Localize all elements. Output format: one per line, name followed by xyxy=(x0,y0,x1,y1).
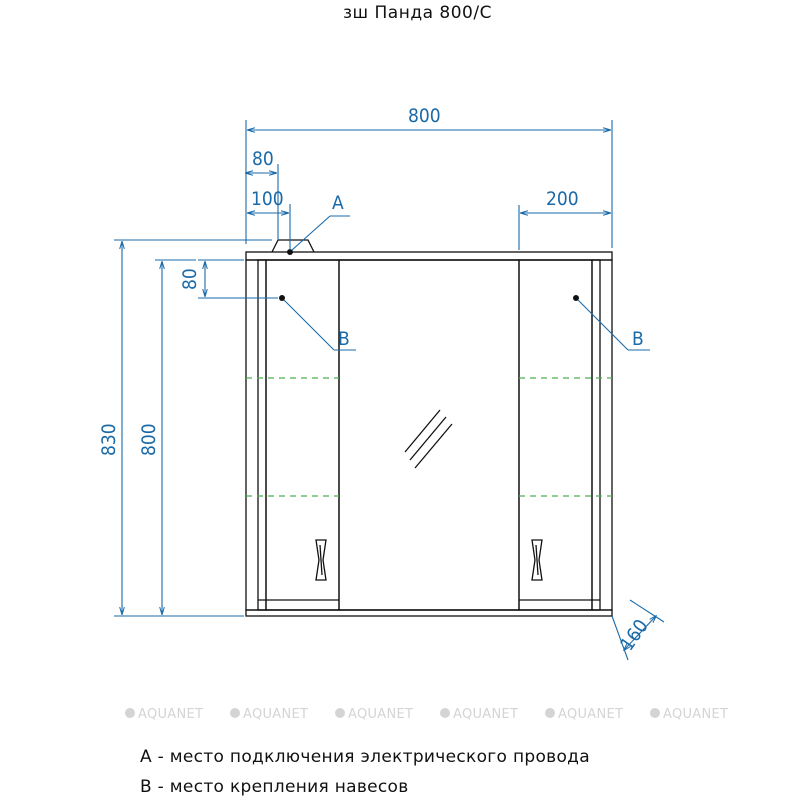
dim-left-100 xyxy=(248,188,290,250)
aquanet-watermark xyxy=(650,707,728,722)
watermark-text: AQUANET xyxy=(558,707,624,722)
watermark-row xyxy=(125,707,728,722)
aquanet-watermark xyxy=(545,707,623,722)
door-handle-left xyxy=(316,540,326,580)
dim-label-100: 100 xyxy=(251,188,284,210)
dim-right-200 xyxy=(519,188,610,250)
dim-label-80: 80 xyxy=(252,148,274,170)
dim-label-800: 800 xyxy=(408,105,441,127)
aquanet-logo-icon xyxy=(545,708,555,718)
aquanet-logo-icon xyxy=(230,708,240,718)
aquanet-logo-icon xyxy=(440,708,450,718)
marker-b-left: В xyxy=(338,328,350,350)
aquanet-logo-icon xyxy=(125,708,135,718)
leader-b-left xyxy=(284,300,356,350)
aquanet-logo-icon xyxy=(650,708,660,718)
watermark-text: AQUANET xyxy=(348,707,414,722)
dim-width-800 xyxy=(246,105,612,248)
right-cabinet xyxy=(519,260,600,610)
watermark-text: AQUANET xyxy=(453,707,519,722)
dim-label-200: 200 xyxy=(546,188,579,210)
aquanet-watermark xyxy=(440,707,518,722)
legend-line-a: А - место подключения электрического провода xyxy=(140,747,590,767)
marker-a: А xyxy=(332,192,344,214)
door-handle-right xyxy=(532,540,542,580)
leader-a xyxy=(292,192,350,250)
aquanet-logo-icon xyxy=(335,708,345,718)
aquanet-watermark xyxy=(335,707,413,722)
left-cabinet xyxy=(258,260,339,610)
dim-vertical-80 xyxy=(179,260,278,298)
aquanet-watermark xyxy=(230,707,308,722)
center-mirror xyxy=(339,260,519,610)
marker-b-right: В xyxy=(632,328,644,350)
dim-label-vertical-80: 80 xyxy=(179,268,201,290)
dim-label-height-800: 800 xyxy=(138,423,160,456)
dim-height-800 xyxy=(138,260,244,616)
watermark-text: AQUANET xyxy=(243,707,309,722)
dim-label-height-830: 830 xyxy=(98,423,120,456)
watermark-text: AQUANET xyxy=(138,707,204,722)
legend-line-b: В - место крепления навесов xyxy=(140,777,409,797)
drawing-title: зш Панда 800/С xyxy=(343,3,492,23)
dim-depth-160 xyxy=(612,600,664,660)
cabinet-body xyxy=(246,240,612,616)
mirror-glare-line xyxy=(415,424,452,468)
leader-b-right xyxy=(578,300,650,350)
aquanet-watermark xyxy=(125,707,203,722)
cable-bracket xyxy=(272,240,314,252)
dim-label-depth-160: 160 xyxy=(616,615,653,655)
watermark-text: AQUANET xyxy=(663,707,729,722)
